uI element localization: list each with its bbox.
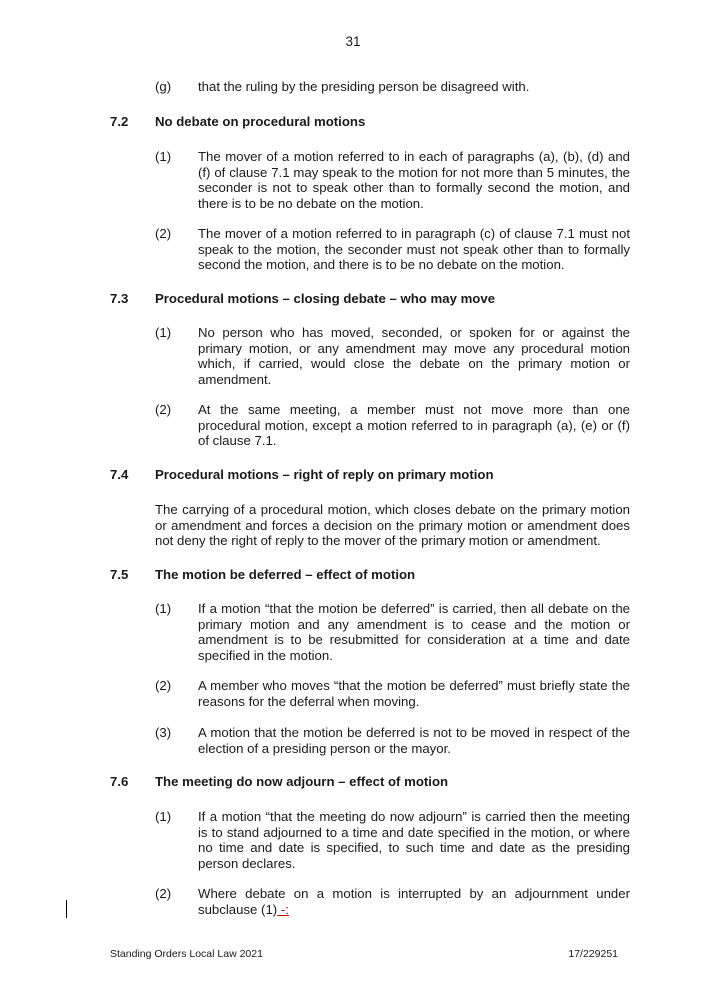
section-number: 7.5	[110, 567, 129, 582]
item-g-text: that the ruling by the presiding person be disagreed with.	[198, 79, 530, 94]
subclause-text-with-tracked-change	[198, 886, 630, 917]
subclause-text: At the same meeting, a member must not move more than one procedural motion, except a motion referred to in paragraph (a), (e) or (f) of clause 7.1.	[198, 402, 630, 449]
subclause-label: (2)	[155, 226, 172, 241]
item-g-label: (g)	[155, 79, 172, 94]
subclause-text: A member who moves “that the motion be deferred” must briefly state the reasons for the deferral when moving.	[198, 678, 630, 709]
revision-change-bar	[66, 900, 67, 918]
subclause-label: (1)	[155, 809, 172, 824]
subclause-text: If a motion “that the motion be deferred” is carried, then all debate on the primary motion and any amendment is to cease and the motion or amendment is to be resubmitted for consideration at a time and date specified in the motion.	[198, 601, 630, 664]
subclause-text: A motion that the motion be deferred is not to be moved in respect of the election of a presiding person or the mayor.	[198, 725, 630, 756]
subclause-text: No person who has moved, seconded, or spoken for or against the primary motion, or any amendment may move any procedural motion which, if carried, would close the debate on the primary motion or amendment.	[198, 325, 630, 388]
subclause-label: (1)	[155, 149, 172, 164]
section-number: 7.3	[110, 291, 129, 306]
section-heading: The motion be deferred – effect of motion	[155, 567, 416, 582]
subclause-label: (1)	[155, 325, 172, 340]
section-heading: The meeting do now adjourn – effect of motion	[155, 774, 449, 789]
subclause-label: (2)	[155, 402, 172, 417]
subclause-label: (1)	[155, 601, 172, 616]
section-body: The carrying of a procedural motion, which closes debate on the primary motion or amendment and forces a decision on the primary motion or amendment does not deny the right of reply to the mover of the primary motion or amendment.	[155, 502, 630, 549]
subclause-text: The mover of a motion referred to in paragraph (c) of clause 7.1 must not speak to the motion, the seconder must not speak other than to formally second the motion, and there is to be no debate on the motion.	[198, 226, 630, 273]
section-heading: Procedural motions – right of reply on primary motion	[155, 467, 494, 482]
subclause-text: The mover of a motion referred to in each of paragraphs (a), (b), (d) and (f) of clause 7.1 may speak to the motion for not more than 5 minutes, the seconder is not to speak other than to formally second the motion, and there is to be no debate on the motion.	[198, 149, 630, 212]
footer-doc-id: 17/229251	[568, 948, 618, 960]
subclause-label: (2)	[155, 886, 172, 901]
section-heading: No debate on procedural motions	[155, 114, 366, 129]
page-number: 31	[345, 34, 361, 49]
tracked-change-mark: -:	[277, 901, 289, 917]
subclause-text: If a motion “that the meeting do now adjourn” is carried then the meeting is to stand adjourned to a time and date specified in the motion, or where no time and date is specified, to such time and date as the presiding person declares.	[198, 809, 630, 872]
section-number: 7.2	[110, 114, 129, 129]
section-number: 7.6	[110, 774, 129, 789]
subclause-label: (3)	[155, 725, 172, 740]
subclause-label: (2)	[155, 678, 172, 693]
subclause-text: Where debate on a motion is interrupted by an adjournment under subclause (1)	[198, 886, 630, 917]
section-number: 7.4	[110, 467, 129, 482]
footer-title: Standing Orders Local Law 2021	[110, 948, 263, 960]
section-heading: Procedural motions – closing debate – who may move	[155, 291, 496, 306]
